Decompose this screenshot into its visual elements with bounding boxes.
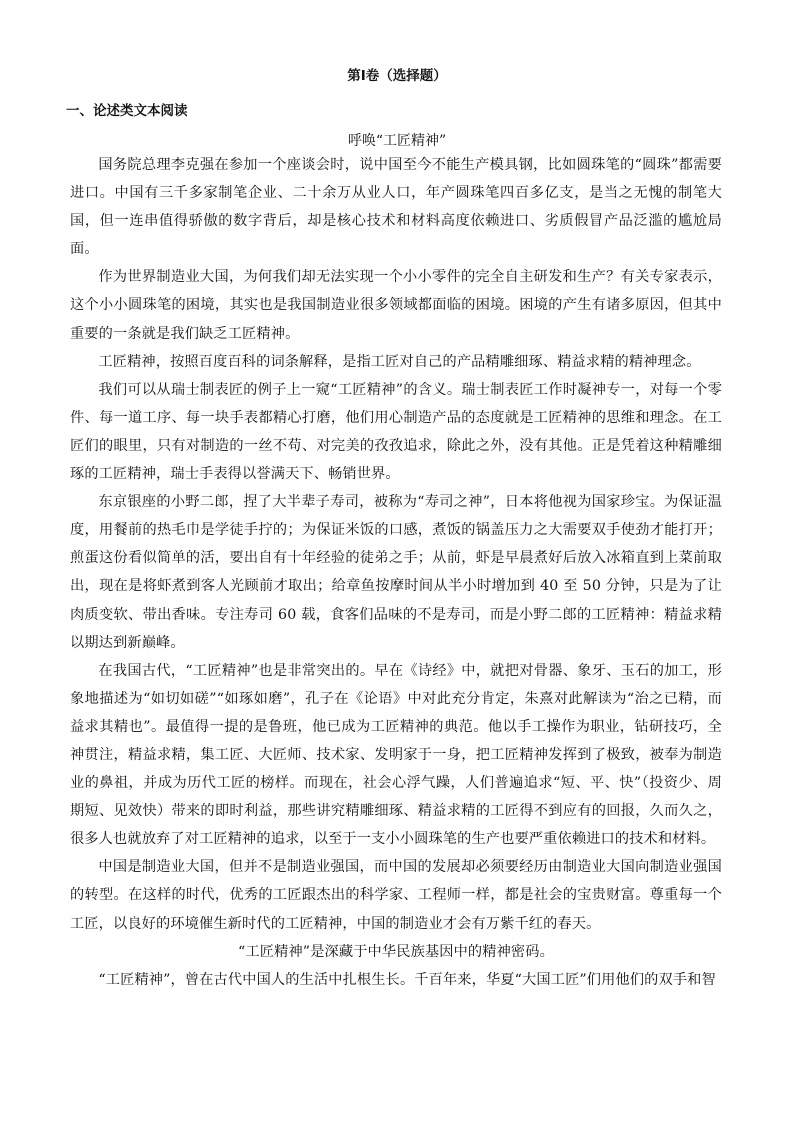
paragraph-1: 国务院总理李克强在参加一个座谈会时，说中国至今不能生产模具钢，比如圆珠笔的“圆珠”都需要进口。中国有三千多家制笔企业、二十余万从业人口，年产圆珠笔四百多亿支，是当之无愧的制笔大国，但一连串值得骄傲的数字背后，却是核心技术和材料高度依赖进口、劣质假冒产品泛滥的尴尬局面。 xyxy=(70,157,722,258)
centered-subtitle: “工匠精神”是深藏于中华民族基因中的精神密码。 xyxy=(238,943,554,960)
article-body xyxy=(70,151,722,994)
paragraph-3: 工匠精神，按照百度百科的词条解释，是指工匠对自己的产品精雕细琢、精益求精的精神理念。 xyxy=(98,353,701,370)
paragraph-7: 中国是制造业大国，但并不是制造业强国，而中国的发展却必须要经历由制造业大国向制造业强国的转型。在这样的时代，优秀的工匠跟杰出的科学家、工程师一样，都是社会的宝贵财富。尊重每一个工匠，以良好的环境催生新时代的工匠精神，中国的制造业才会有万紫千红的春天。 xyxy=(70,859,722,932)
volume-title: 第Ⅰ卷（选择题） xyxy=(347,68,447,84)
paragraph-8: “工匠精神”，曾在古代中国人的生活中扎根生长。千百年来，华夏“大国工匠”们用他们的双手和智 xyxy=(98,971,716,988)
article-title: 呼唤“工匠精神” xyxy=(347,133,447,149)
paragraph-6: 在我国古代，“工匠精神”也是非常突出的。早在《诗经》中，就把对骨器、象牙、玉石的加工，形象地描述为“如切如磋”“如琢如磨”，孔子在《论语》中对此充分肯定，朱熹对此解读为“治之已精，而益求其精也”。最值得一提的是鲁班，他已成为工匠精神的典范。他以手工操作为职业，钻研技巧，全神贯注，精益求精，集工匠、大匠师、技术家、发明家于一身，把工匠精神发挥到了极致，被奉为制造业的鼻祖，并成为历代工匠的榜样。而现在，社会心浮气躁，人们普遍追求“短、平、快”（投资少、周期短、见效快）带来的即时利益，那些讲究精雕细琢、精益求精的工匠得不到应有的回报，久而久之，很多人也就放弃了对工匠精神的追求，以至于一支小小圆珠笔的生产也要严重依赖进口的技术和材料。 xyxy=(70,662,722,848)
paragraph-5: 东京银座的小野二郎，捏了大半辈子寿司，被称为“寿司之神”，日本将他视为国家珍宝。为保证温度，用餐前的热毛巾是学徒手拧的；为保证米饭的口感，煮饭的锅盖压力之大需要双手使劲才能打开；煎蛋这份看似简单的活，要出自有十年经验的徒弟之手；从前，虾是早晨煮好后放入冰箱直到上菜前取出，现在是将虾煮到客人光顾前才取出；给章鱼按摩时间从半小时增加到 40 至 50 分钟，只是为了让肉质变软、带出香味。专注寿司 60 载，食客们品味的不是寿司，而是小野二郎的工匠精神：精益求精以期达到新巅峰。 xyxy=(70,494,722,651)
paragraph-2: 作为世界制造业大国，为何我们却无法实现一个小小零件的完全自主研发和生产？有关专家表示，这个小小圆珠笔的困境，其实也是我国制造业很多领域都面临的困境。困境的产生有诸多原因，但其中重要的一条就是我们缺乏工匠精神。 xyxy=(70,269,722,342)
section-heading: 一、论述类文本阅读 xyxy=(66,103,188,119)
paragraph-4: 我们可以从瑞士制表匠的例子上一窥“工匠精神”的含义。瑞士制表匠工作时凝神专一，对每一个零件、每一道工序、每一块手表都精心打磨，他们用心制造产品的态度就是工匠精神的思维和理念。在工匠们的眼里，只有对制造的一丝不苟、对完美的孜孜追求，除此之外，没有其他。正是凭着这种精雕细琢的工匠精神，瑞士手表得以誉满天下、畅销世界。 xyxy=(70,381,722,483)
